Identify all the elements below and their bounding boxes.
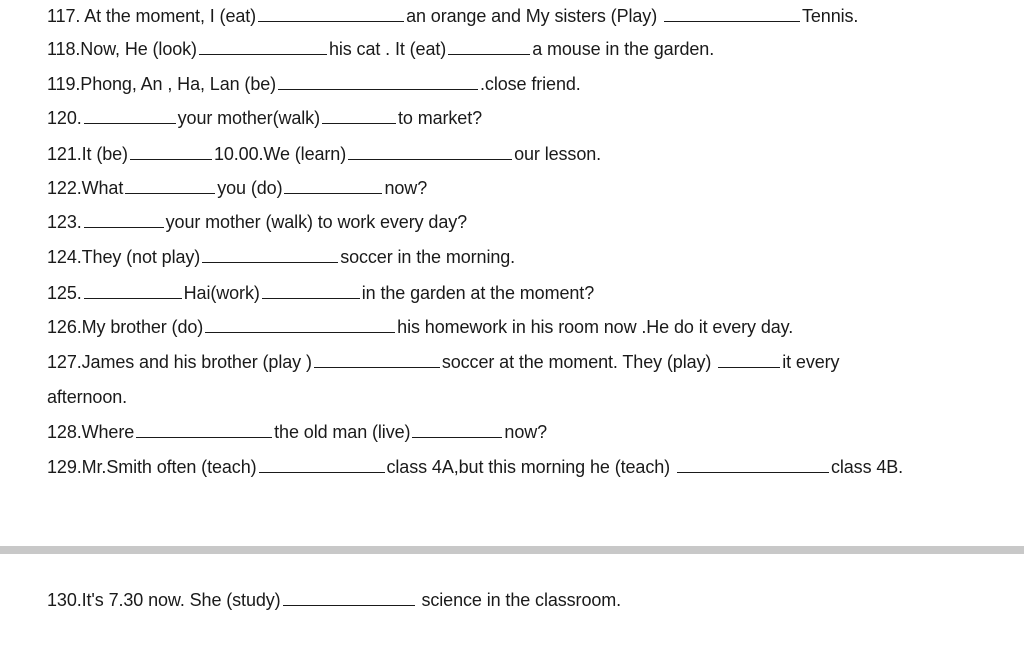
answer-blank xyxy=(130,143,212,160)
exercise-127 xyxy=(47,351,839,373)
exercise-123-text-a: 123. xyxy=(47,212,82,232)
exercise-119 xyxy=(47,73,581,95)
exercise-118-text-b: his cat . It (eat) xyxy=(328,39,447,59)
exercise-125-text-b: Hai(work) xyxy=(183,283,260,303)
exercise-126-text-a: 126.My brother (do) xyxy=(47,317,204,337)
exercise-130 xyxy=(47,589,621,611)
exercise-122-text-a: 122.What xyxy=(47,178,124,198)
exercise-129-text-c: class 4B. xyxy=(830,457,904,477)
answer-blank xyxy=(202,246,338,263)
answer-blank xyxy=(314,351,440,368)
exercise-118 xyxy=(47,38,714,60)
answer-blank xyxy=(125,177,215,194)
exercise-128-text-a: 128.Where xyxy=(47,422,135,442)
answer-blank xyxy=(258,5,404,22)
exercise-125 xyxy=(47,282,594,304)
exercise-117 xyxy=(47,5,858,27)
page-divider xyxy=(0,546,1024,554)
exercise-123 xyxy=(47,211,467,233)
exercise-117-text-b: an orange and My sisters (Play) xyxy=(406,6,658,26)
exercise-120-text-a: 120. xyxy=(47,108,82,128)
exercise-121 xyxy=(47,143,601,165)
answer-blank xyxy=(412,421,502,438)
answer-blank xyxy=(348,143,512,160)
exercise-122 xyxy=(47,177,427,199)
exercise-125-text-a: 125. xyxy=(47,283,82,303)
answer-blank xyxy=(259,456,385,473)
exercise-117-text-a: 117. At the moment, I (eat) xyxy=(47,6,257,26)
answer-blank xyxy=(283,589,415,606)
answer-blank xyxy=(448,38,530,55)
exercise-128-text-c: now? xyxy=(504,422,548,442)
exercise-127-text-c: it every xyxy=(782,352,840,372)
answer-blank xyxy=(278,73,478,90)
exercise-121-text-b: 10.00.We (learn) xyxy=(213,144,347,164)
exercise-124-text-b: soccer in the morning. xyxy=(340,247,516,267)
exercise-128 xyxy=(47,421,547,443)
answer-blank xyxy=(84,211,164,228)
exercise-127-text-b: soccer at the moment. They (play) xyxy=(441,352,712,372)
answer-blank xyxy=(205,316,395,333)
answer-blank xyxy=(677,456,829,473)
exercise-120 xyxy=(47,107,482,129)
answer-blank xyxy=(322,107,396,124)
exercise-130-text-b: science in the classroom. xyxy=(421,590,622,610)
exercise-118-text-c: a mouse in the garden. xyxy=(532,39,715,59)
exercise-126-text-b: his homework in his room now .He do it every day. xyxy=(397,317,794,337)
exercise-129 xyxy=(47,456,903,478)
exercise-124-text-a: 124.They (not play) xyxy=(47,247,201,267)
answer-blank xyxy=(262,282,360,299)
exercise-129-text-a: 129.Mr.Smith often (teach) xyxy=(47,457,257,477)
exercise-122-text-c: now? xyxy=(384,178,428,198)
answer-blank xyxy=(284,177,382,194)
exercise-121-text-a: 121.It (be) xyxy=(47,144,128,164)
exercise-127-text-a: 127.James and his brother (play ) xyxy=(47,352,312,372)
exercise-119-text-a: 119.Phong, An , Ha, Lan (be) xyxy=(47,74,277,94)
exercise-126 xyxy=(47,316,793,338)
exercise-128-text-b: the old man (live) xyxy=(274,422,411,442)
exercise-118-text-a: 118.Now, He (look) xyxy=(47,39,197,59)
exercise-119-text-b: .close friend. xyxy=(480,74,581,94)
exercise-121-text-c: our lesson. xyxy=(514,144,602,164)
exercise-122-text-b: you (do) xyxy=(217,178,283,198)
answer-blank xyxy=(84,107,176,124)
exercise-125-text-c: in the garden at the moment? xyxy=(361,283,595,303)
exercise-129-text-b: class 4A,but this morning he (teach) xyxy=(386,457,671,477)
answer-blank xyxy=(84,282,182,299)
exercise-124 xyxy=(47,246,515,268)
exercise-127-text-d: afternoon. xyxy=(47,387,128,407)
answer-blank xyxy=(664,5,800,22)
exercise-123-text-b: your mother (walk) to work every day? xyxy=(165,212,468,232)
exercise-120-text-b: your mother(walk) xyxy=(177,108,320,128)
answer-blank xyxy=(136,421,272,438)
exercise-120-text-c: to market? xyxy=(397,108,483,128)
exercise-117-text-c: Tennis. xyxy=(802,6,859,26)
answer-blank xyxy=(718,351,780,368)
exercise-127-continuation xyxy=(47,386,127,408)
answer-blank xyxy=(199,38,327,55)
exercise-130-text-a: 130.It's 7.30 now. She (study) xyxy=(47,590,281,610)
